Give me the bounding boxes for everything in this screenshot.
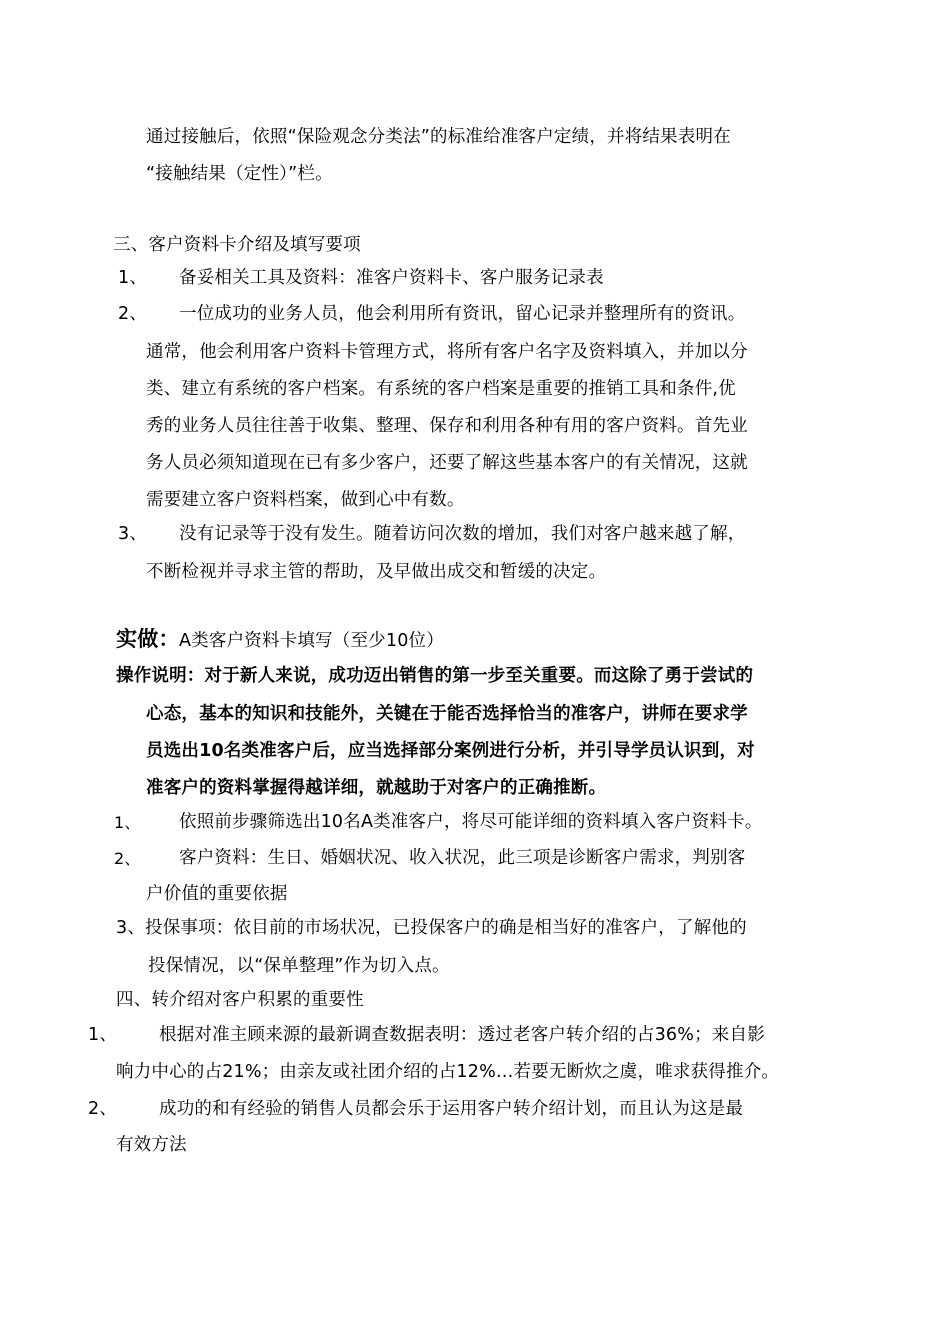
instruction-line: 心态，基本的知识和技能外，关键在于能否选择恰当的准客户，讲师在要求学 — [146, 704, 748, 724]
list-item-line: 不断检视并寻求主管的帮助，及早做出成交和暂缓的决定。 — [146, 562, 607, 582]
section-heading: 三、客户资料卡介绍及填写要项 — [113, 235, 361, 255]
list-item-line: 通常，他会利用客户资料卡管理方式，将所有客户名字及资料填入，并加以分 — [146, 342, 748, 362]
list-item-line: 户价值的重要依据 — [146, 884, 288, 904]
list-number: 3、 — [118, 524, 148, 544]
list-number: 2、 — [114, 849, 141, 868]
list-item-line: 一位成功的业务人员，他会利用所有资讯，留心记录并整理所有的资讯。 — [179, 304, 746, 324]
practice-label: 实做： — [116, 627, 180, 651]
list-item-line: 需要建立客户资料档案，做到心中有数。 — [146, 490, 465, 510]
list-item-line: 客户资料：生日、婚姻状况、收入状况，此三项是诊断客户需求，判别客 — [179, 848, 746, 868]
list-item-line: 投保事项：依目前的市场状况，已投保客户的确是相当好的准客户，了解他的 — [145, 918, 747, 938]
list-item-line: 响力中心的占21%；由亲友或社团介绍的占12%…若要无断炊之虞，唯求获得推介。 — [116, 1062, 780, 1082]
list-item-line: 备妥相关工具及资料：准客户资料卡、客户服务记录表 — [179, 268, 604, 288]
list-number: 2、 — [88, 1099, 118, 1119]
list-item-line: 依照前步骤筛选出10名A类准客户，将尽可能详细的资料填入客户资料卡。 — [179, 812, 763, 832]
list-item-line: 有效方法 — [116, 1135, 187, 1155]
list-item-line: 没有记录等于没有发生。随着访问次数的增加，我们对客户越来越了解， — [179, 524, 746, 544]
list-item-line: 类、建立有系统的客户档案。有系统的客户档案是重要的推销工具和条件,优 — [146, 379, 736, 399]
list-item-line: 成功的和有经验的销售人员都会乐于运用客户转介绍计划，而且认为这是最 — [159, 1099, 744, 1119]
list-number: 1、 — [114, 813, 141, 832]
paragraph-line: 通过接触后，依照“保险观念分类法”的标准给准客户定绩，并将结果表明在 — [146, 127, 731, 147]
list-number: 1、 — [118, 268, 148, 288]
list-item-line: 务人员必须知道现在已有多少客户，还要了解这些基本客户的有关情况，这就 — [146, 453, 748, 473]
section-heading: 四、转介绍对客户积累的重要性 — [116, 990, 364, 1010]
list-number: 1、 — [88, 1025, 118, 1045]
list-number: 3、 — [116, 918, 146, 938]
paragraph-line: “接触结果（定性）”栏。 — [146, 164, 333, 184]
instruction-line: 员选出10名类准客户后，应当选择部分案例进行分析，并引导学员认识到，对 — [146, 741, 755, 761]
list-item-line: 根据对准主顾来源的最新调查数据表明：透过老客户转介绍的占36%；来自影 — [159, 1025, 765, 1045]
instruction-line: 操作说明：对于新人来说，成功迈出销售的第一步至关重要。而这除了勇于尝试的 — [116, 666, 754, 686]
instruction-line: 准客户的资料掌握得越详细，就越助于对客户的正确推断。 — [146, 778, 607, 798]
practice-title: A类客户资料卡填写（至少10位） — [179, 631, 444, 651]
list-item-line: 秀的业务人员往往善于收集、整理、保存和利用各种有用的客户资料。首先业 — [146, 416, 748, 436]
list-number: 2、 — [118, 304, 148, 324]
list-item-line: 投保情况，以“保单整理”作为切入点。 — [148, 956, 450, 976]
